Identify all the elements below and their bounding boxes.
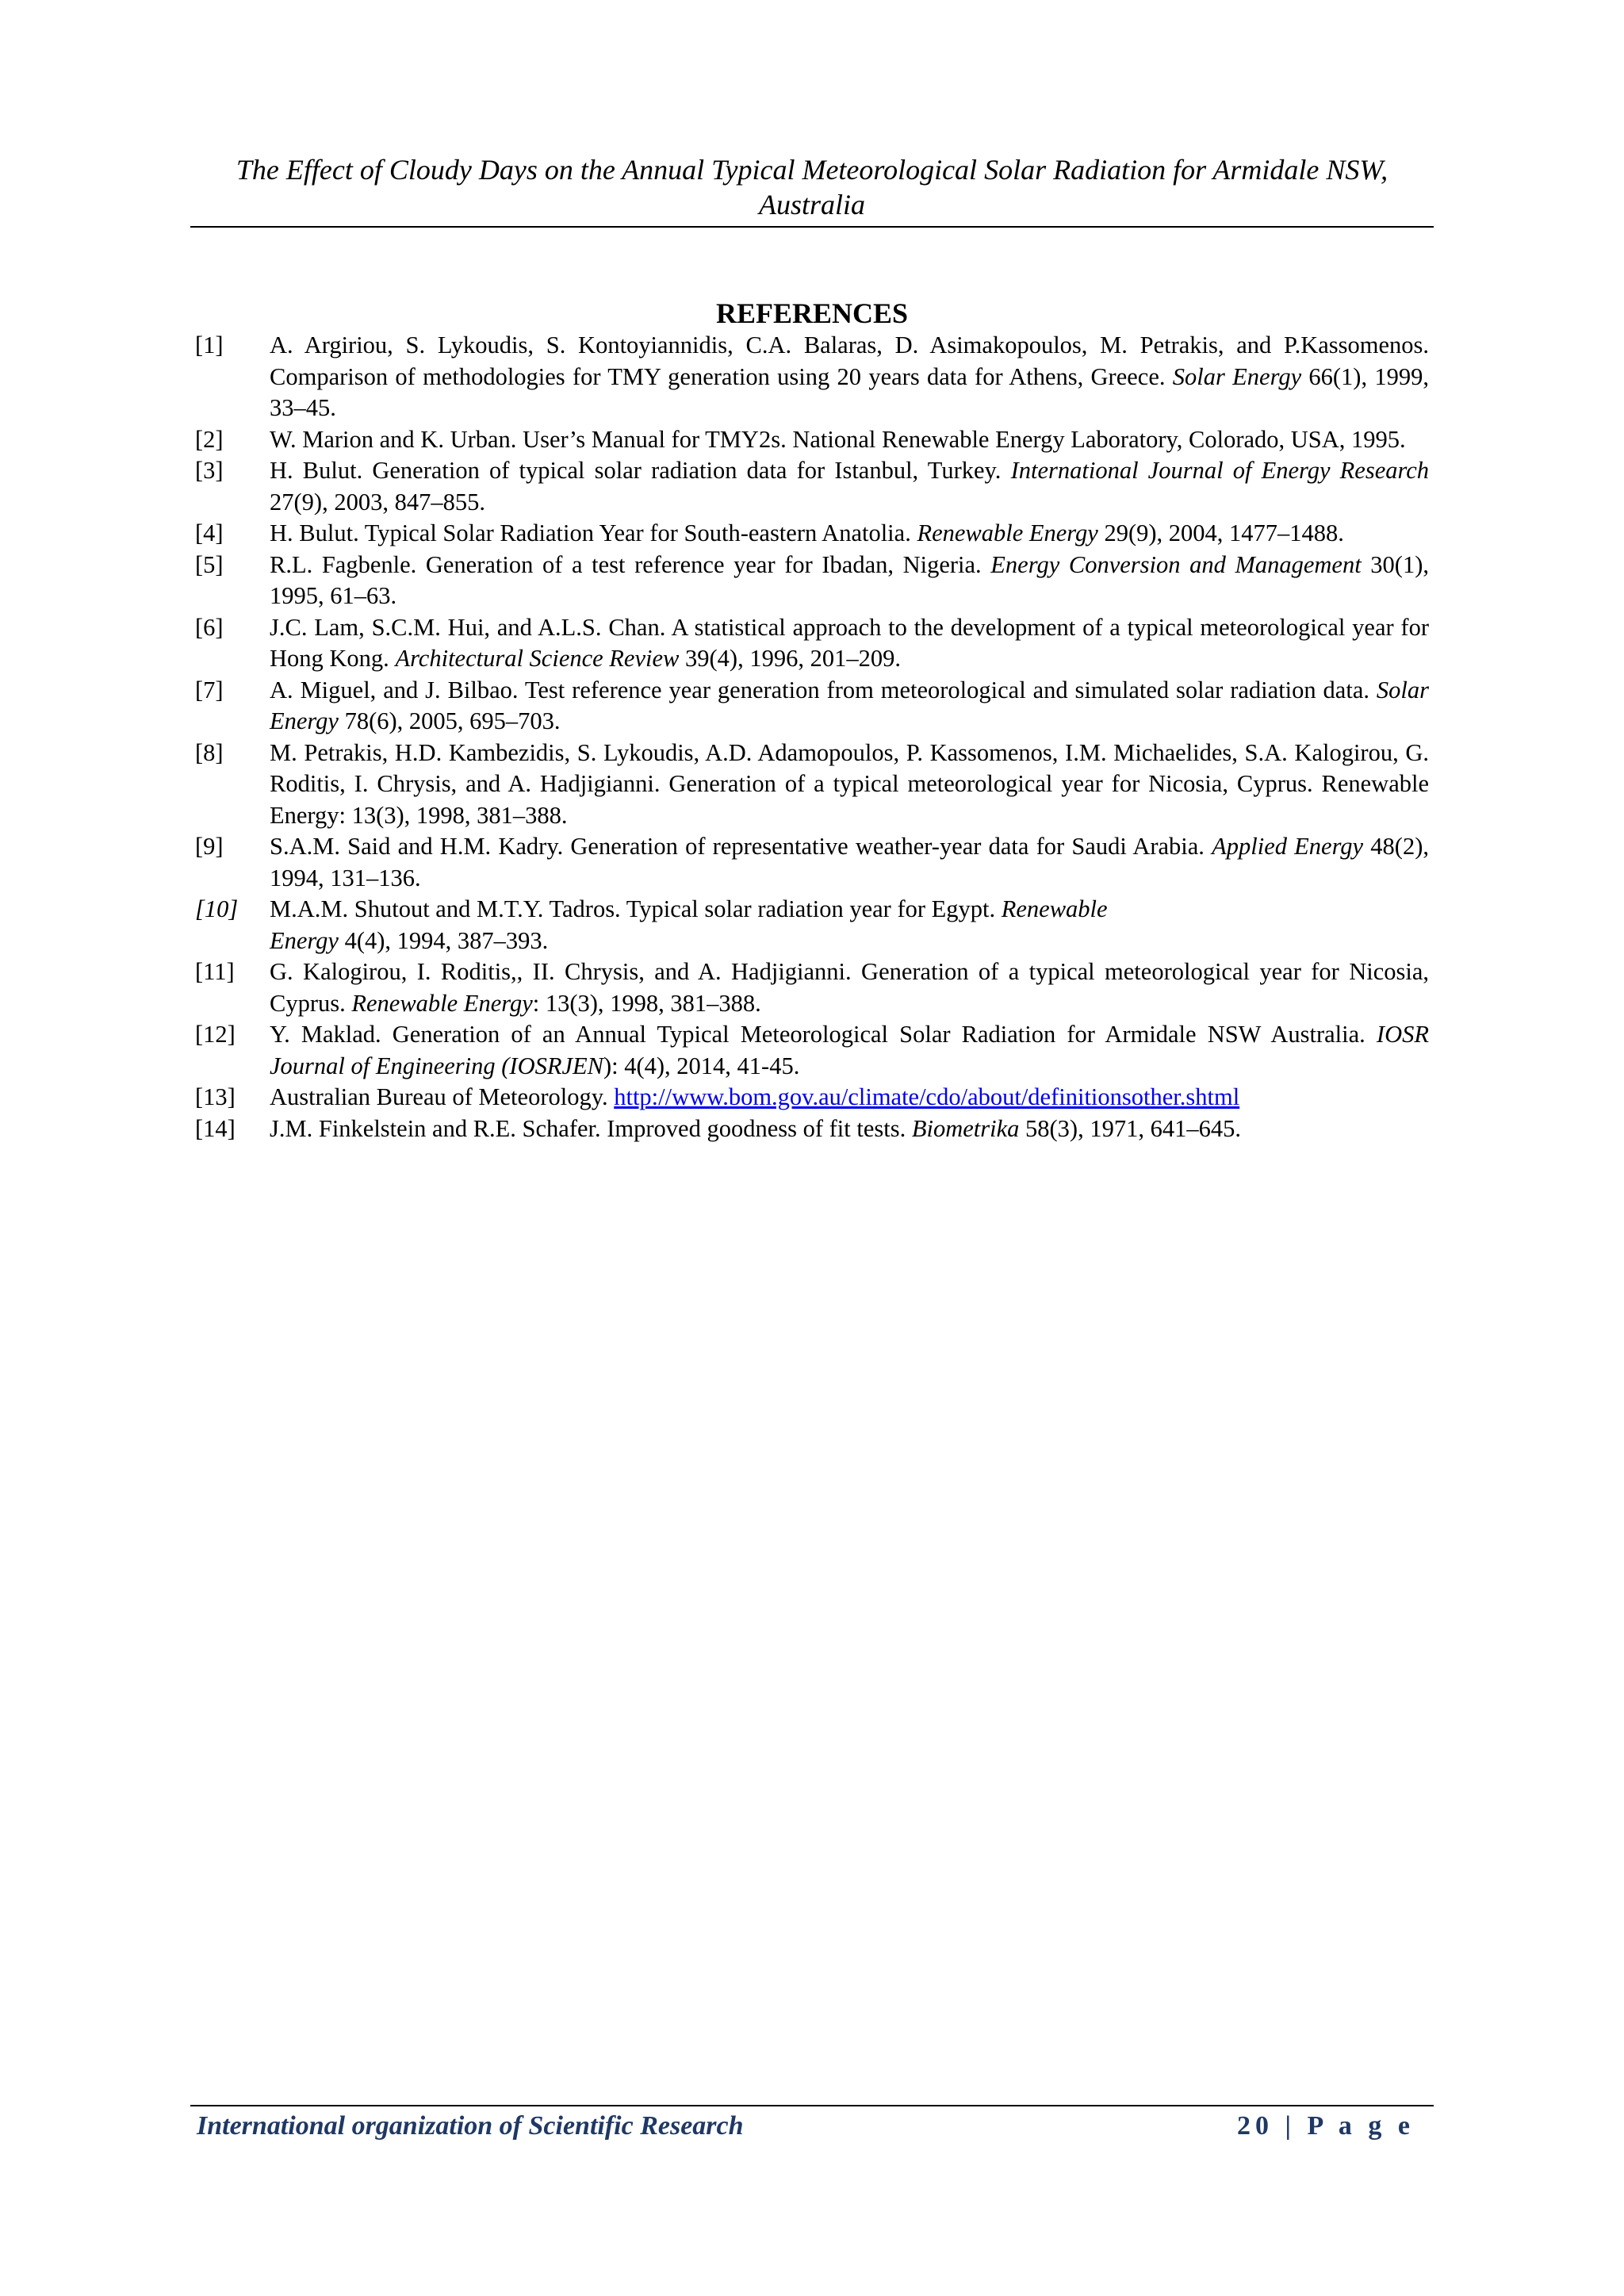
reference-item [195,424,1429,456]
reference-text: A. Argiriou, S. Lykoudis, S. Kontoyiannidis, C.A. Balaras, D. Asimakopoulos, M. Petrakis, and P.Kassomenos. Comparison of methodologies for TMY generation using 20 years data for Athens, Greece. [270,332,1429,390]
reference-text: R.L. Fagbenle. Generation of a test reference year for Ibadan, Nigeria. [270,550,991,578]
reference-source-title: Renewable [1001,895,1108,922]
reference-text: 48(2), 1994, 131–136. [270,833,1429,891]
reference-source-title: Energy Conversion and Management [990,550,1362,578]
reference-text: 66(1), 1999, 33–45. [270,362,1429,421]
reference-number: [7] [195,676,224,703]
running-header-line-2: Australia [758,189,865,220]
reference-source-title: Solar Energy [270,676,1429,734]
reference-list [195,330,1429,1144]
reference-text: 39(4), 1996, 201–209. [679,645,901,672]
reference-item [195,550,1429,612]
reference-text: W. Marion and K. Urban. User’s Manual for TMY2s. National Renewable Energy Laboratory, Colorado, USA, 1995. [270,425,1406,453]
page-number: 20 | P a g e [1237,2111,1415,2141]
reference-text: ): 4(4), 2014, 41-45. [603,1052,800,1079]
reference-text: M.A.M. Shutout and M.T.Y. Tadros. Typical solar radiation year for Egypt. [270,895,1002,922]
reference-item [195,738,1429,832]
reference-number: [4] [195,519,224,546]
reference-item [195,455,1429,518]
reference-text: : 13(3), 1998, 381–388. [532,989,761,1017]
reference-number: [14] [195,1114,236,1142]
reference-text: 58(3), 1971, 641–645. [1019,1114,1241,1142]
reference-number: [2] [195,425,224,453]
reference-source-title: IOSR Journal of Engineering (IOSRJEN [270,1021,1429,1079]
reference-number: [12] [195,1021,236,1048]
reference-text: 78(6), 2005, 695–703. [338,707,561,734]
reference-number: [13] [195,1083,236,1110]
reference-item [195,518,1429,550]
reference-text: A. Miguel, and J. Bilbao. Test reference year generation from meteorological and simulated solar radiation data. [270,676,1377,703]
reference-item [195,894,1429,956]
reference-text: G. Kalogirou, I. Roditis,, II. Chrysis, and A. Hadjigianni. Generation of a typical meteorological year for Nicosia, Cyprus. [270,958,1429,1017]
reference-text: M. Petrakis, H.D. Kambezidis, S. Lykoudis, A.D. Adamopoulos, P. Kassomenos, I.M. Michaelides, S.A. Kalogirou, G. Roditis, I. Chrysis, and A. Hadjigianni. Generation of a typical meteorological year for Nicosia, Cyprus. Renewable Energy: 13(3), 1998, 381–388. [270,738,1429,829]
running-header-line-1: The Effect of Cloudy Days on the Annual Typical Meteorological Solar Radiation for Armidale NSW, [236,154,1388,186]
footer-organization: International organization of Scientific Research [197,2111,744,2141]
reference-item [195,675,1429,738]
references-heading: REFERENCES [715,297,909,329]
reference-number: [1] [195,332,224,358]
reference-text: Y. Maklad. Generation of an Annual Typical Meteorological Solar Radiation for Armidale NSW Australia. [270,1021,1377,1048]
reference-source-title: Solar Energy [1172,362,1302,390]
reference-text: J.M. Finkelstein and R.E. Schafer. Improved goodness of fit tests. [270,1114,912,1142]
footer-divider [190,2105,1434,2106]
reference-text: Australian Bureau of Meteorology. [270,1083,615,1110]
reference-item [195,831,1429,894]
reference-source-title: Energy [270,926,339,954]
reference-text: S.A.M. Said and H.M. Kadry. Generation of representative weather-year data for Saudi Arabia. [270,833,1212,860]
reference-number: [8] [195,738,224,766]
reference-item [195,612,1429,675]
reference-number: [10] [195,895,239,922]
reference-item [195,1019,1429,1082]
reference-item [195,330,1429,424]
reference-text: 4(4), 1994, 387–393. [338,926,549,954]
reference-item [195,1114,1429,1145]
reference-source-title: Renewable Energy [917,519,1098,546]
reference-number: [9] [195,833,224,860]
reference-item [195,956,1429,1019]
reference-text: H. Bulut. Typical Solar Radiation Year for South-eastern Anatolia. [270,519,917,546]
header-divider [190,226,1434,228]
reference-source-title: Architectural Science Review [395,645,680,672]
reference-number: [3] [195,457,224,484]
reference-text: 29(9), 2004, 1477–1488. [1097,519,1344,546]
reference-link[interactable]: http://www.bom.gov.au/climate/cdo/about/definitionsother.shtml [614,1083,1240,1110]
reference-source-title: Renewable Energy [351,989,533,1017]
reference-item [195,1082,1429,1114]
reference-number: [11] [195,958,235,985]
reference-source-title: International Journal of Energy Research [1010,457,1430,484]
reference-text: 30(1), 1995, 61–63. [270,550,1429,609]
reference-text: 27(9), 2003, 847–855. [270,488,485,516]
reference-number: [6] [195,613,224,641]
reference-text: J.C. Lam, S.C.M. Hui, and A.L.S. Chan. A statistical approach to the development of a typical meteorological year for Hong Kong. [270,613,1429,672]
reference-number: [5] [195,550,224,578]
reference-source-title: Applied Energy [1212,833,1364,860]
running-header [190,152,1434,222]
reference-text: H. Bulut. Generation of typical solar radiation data for Istanbul, Turkey. [270,457,1011,484]
reference-source-title: Biometrika [911,1114,1020,1142]
